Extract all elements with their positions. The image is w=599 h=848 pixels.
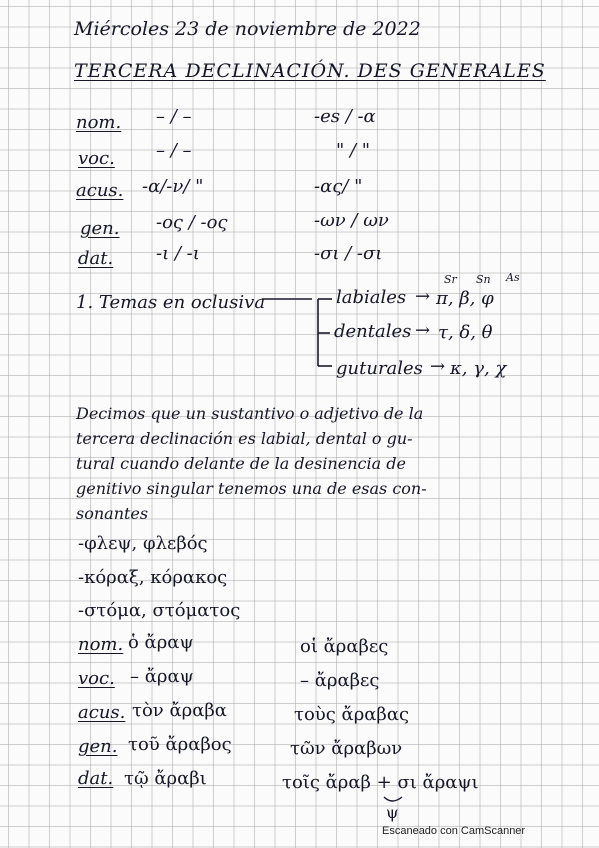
singular-ending: -α/-ν/ ": [142, 176, 204, 197]
scanner-watermark: Escaneado con CamScanner: [382, 825, 526, 837]
branch-label: dentales: [334, 321, 412, 342]
case-label: voc.: [78, 148, 115, 169]
paragraph-line: tural cuando delante de la desinencia de: [76, 454, 406, 473]
case-label: nom.: [76, 112, 122, 133]
decl-case-label: acus.: [78, 702, 126, 723]
plural-ending: " / ": [336, 140, 371, 161]
decl-case-label: gen.: [78, 736, 118, 757]
branch-letters: τ, δ, θ: [438, 322, 493, 343]
decl-singular: – ἄραψ: [130, 666, 194, 687]
decl-singular: τοῦ ἄραβος: [128, 734, 232, 755]
plural-ending: -ων / ων: [314, 210, 389, 231]
decl-singular: ὁ ἄραψ: [128, 632, 194, 653]
psi-note: ψ: [386, 803, 399, 822]
decl-plural: τῶν ἄραβων: [290, 738, 403, 759]
branch-letters: κ, γ, χ: [450, 358, 507, 379]
paragraph-line: genitivo singular tenemos una de esas con-: [76, 479, 427, 498]
decl-plural: οἱ ἄραβες: [300, 636, 389, 657]
arrow-icon: →: [415, 320, 431, 341]
singular-ending: -ι / -ι: [156, 243, 200, 264]
decl-case-label: dat.: [78, 768, 114, 789]
page-title: TERCERA DECLINACIÓN. DES GENERALES: [74, 60, 546, 82]
case-label: dat.: [78, 248, 114, 269]
plural-ending: -es / -α: [314, 106, 376, 127]
singular-ending: – / –: [156, 140, 192, 161]
case-label: acus.: [76, 180, 124, 201]
arrow-icon: →: [430, 356, 446, 377]
example-word: -φλεψ, φλεβός: [78, 533, 208, 554]
decl-plural: τοὺς ἄραβας: [294, 704, 410, 725]
date-line: Miércoles 23 de noviembre de 2022: [74, 18, 421, 40]
decl-singular: τὸν ἄραβα: [132, 700, 227, 721]
decl-case-label: voc.: [78, 668, 115, 689]
decl-case-label: nom.: [78, 634, 124, 655]
singular-ending: -ος / -ος: [156, 212, 228, 233]
plural-ending: -ας/ ": [314, 176, 363, 197]
singular-ending: – / –: [156, 106, 192, 127]
case-label: gen.: [80, 218, 120, 239]
branch-mark: Sr: [444, 273, 457, 286]
decl-plural: – ἄραβες: [300, 670, 380, 691]
paragraph-line: sonantes: [76, 504, 149, 523]
arrow-icon: →: [415, 286, 431, 307]
paragraph-line: Decimos que un sustantivo o adjetivo de la: [76, 404, 424, 423]
decl-plural: τοῖς ἄραβ + σι ἄραψι: [282, 772, 479, 793]
example-word: -κόραξ, κόρακος: [78, 567, 228, 588]
branch-mark: Sn: [476, 273, 491, 286]
branch-mark: As: [506, 271, 520, 284]
decl-singular: τῷ ἄραβι: [124, 768, 207, 789]
branch-label: guturales: [336, 358, 423, 379]
branch-letters: π, β, φ: [436, 288, 494, 309]
plural-ending: -σι / -σι: [314, 243, 383, 264]
themes-heading: 1. Temas en oclusiva: [76, 292, 266, 313]
branch-label: labiales: [336, 287, 407, 308]
example-word: -στόμα, στόματος: [78, 600, 241, 621]
paragraph-line: tercera declinación es labial, dental o gu-: [76, 429, 413, 448]
